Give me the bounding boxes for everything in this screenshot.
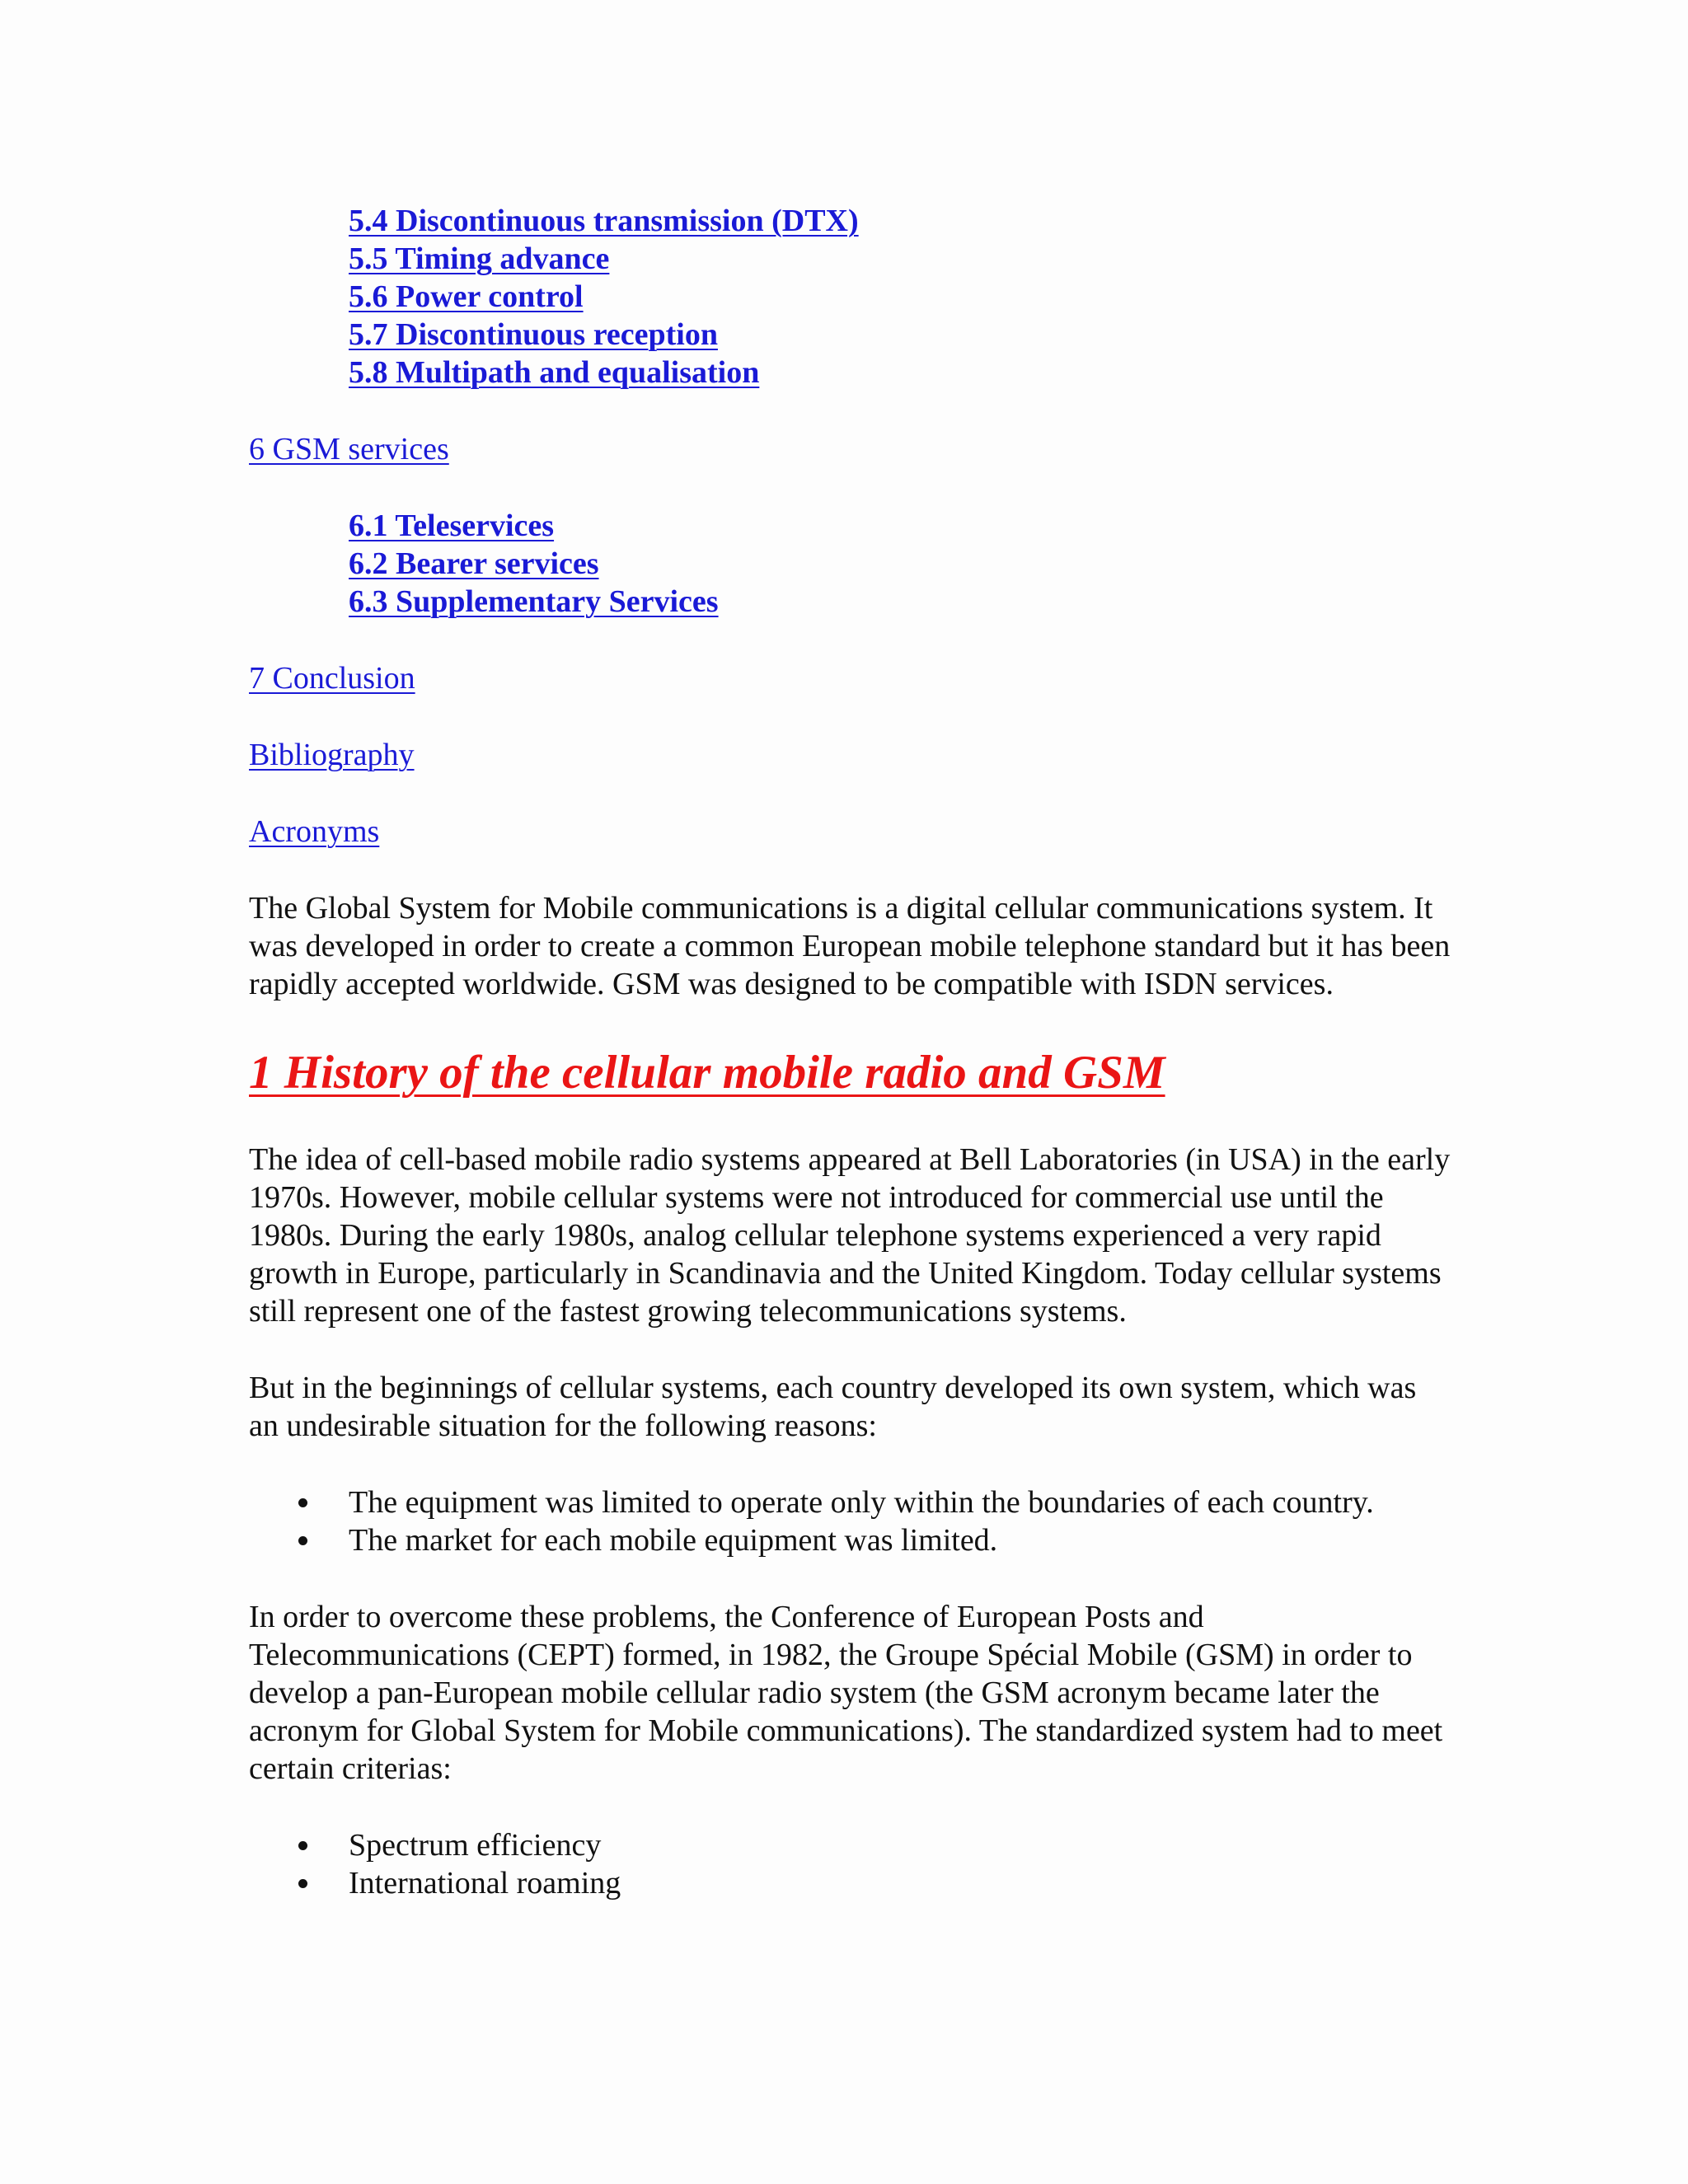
list-item	[249, 1521, 1452, 1559]
toc-link-5-7[interactable]: 5.7 Discontinuous reception	[349, 317, 718, 352]
toc-link-bibliography[interactable]: Bibliography	[249, 738, 415, 772]
toc-entry-acronyms	[249, 813, 1452, 851]
bullet-icon	[298, 1841, 307, 1850]
bullet-icon	[298, 1498, 307, 1507]
toc-link-acronyms[interactable]: Acronyms	[249, 814, 380, 849]
history-paragraph-3: In order to overcome these problems, the Conference of European Posts and Telecommunications (CEPT) formed, in 1982, the Groupe Spécial Mobile (GSM) in order to develop a pan-European mobile cellular radio system (the GSM acronym became later the acronym for Global System for Mobile communications). The standardized system had to meet certain criterias:	[249, 1600, 1443, 1786]
toc-link-5-6[interactable]: 5.6 Power control	[349, 279, 584, 314]
toc-link-6-1[interactable]: 6.1 Teleservices	[349, 509, 555, 543]
reasons-list	[249, 1483, 1452, 1559]
history-paragraph-2: But in the beginnings of cellular systems, each country developed its own system, which was an undesirable situation for the following reasons:	[249, 1371, 1417, 1443]
toc-link-5-8[interactable]: 5.8 Multipath and equalisation	[349, 355, 760, 390]
toc-subsection-group-6	[349, 507, 1452, 621]
toc-entry-7	[249, 659, 1452, 697]
toc-entry-bibliography	[249, 736, 1452, 774]
bullet-icon	[298, 1536, 307, 1545]
list-item-text: The market for each mobile equipment was limited.	[349, 1523, 998, 1558]
toc-link-7[interactable]: 7 Conclusion	[249, 661, 415, 696]
list-item	[249, 1864, 1452, 1902]
toc-link-6[interactable]: 6 GSM services	[249, 432, 449, 466]
intro-paragraph: The Global System for Mobile communications is a digital cellular communications system. It was developed in order to create a common European mobile telephone standard but it has been rapidly accepted worldwide. GSM was designed to be compatible with ISDN services.	[249, 891, 1451, 1001]
list-item	[249, 1826, 1452, 1864]
section-heading-history: 1 History of the cellular mobile radio and GSM	[249, 1047, 1165, 1099]
bullet-icon	[298, 1879, 307, 1888]
toc-link-5-5[interactable]: 5.5 Timing advance	[349, 241, 610, 276]
toc-link-5-4[interactable]: 5.4 Discontinuous transmission (DTX)	[349, 204, 859, 238]
history-paragraph-1: The idea of cell-based mobile radio systems appeared at Bell Laboratories (in USA) in the early 1970s. However, mobile cellular systems were not introduced for commercial use until the 1980s. During the early 1980s, analog cellular telephone systems experienced a very rapid growth in Europe, particularly in Scandinavia and the United Kingdom. Today cellular systems still represent one of the fastest growing telecommunications systems.	[249, 1142, 1451, 1329]
page-content	[249, 202, 1452, 1902]
toc-entry-6	[249, 430, 1452, 468]
list-item-text: The equipment was limited to operate only within the boundaries of each country.	[349, 1485, 1374, 1520]
list-item-text: Spectrum efficiency	[349, 1828, 602, 1863]
toc-link-6-3[interactable]: 6.3 Supplementary Services	[349, 584, 719, 619]
list-item	[249, 1483, 1452, 1521]
list-item-text: International roaming	[349, 1866, 621, 1900]
toc-link-6-2[interactable]: 6.2 Bearer services	[349, 546, 599, 581]
criteria-list	[249, 1826, 1452, 1902]
toc-subsection-group-5	[349, 202, 1452, 391]
